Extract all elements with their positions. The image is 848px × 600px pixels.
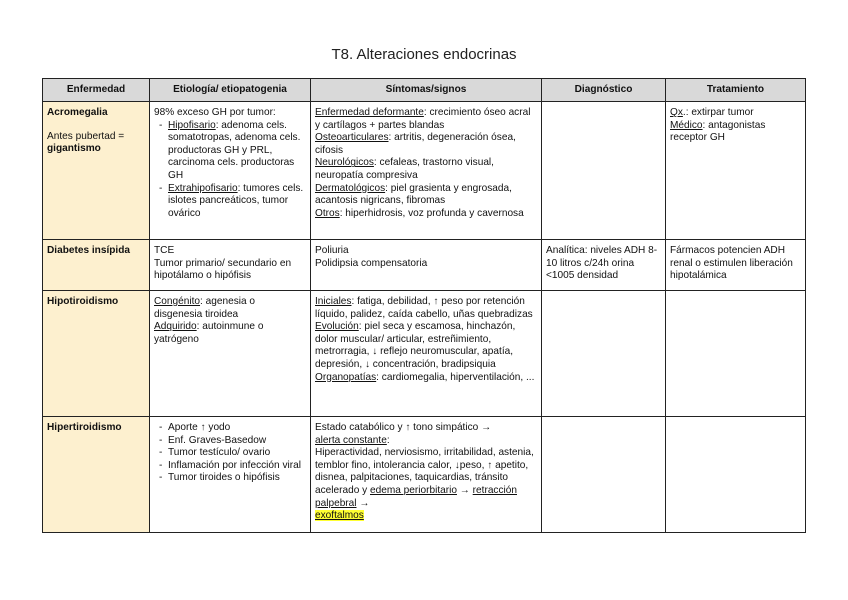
table-header-row [43, 79, 806, 102]
disease-cell [43, 102, 150, 240]
etiology-list [154, 120, 306, 221]
endocrine-table [42, 78, 806, 533]
alert-label: alerta constante [315, 434, 387, 446]
table-row [43, 102, 806, 240]
treatment-cell [666, 417, 806, 533]
symptoms-cell [311, 417, 542, 533]
etiology-line: TCE [154, 245, 175, 256]
table-row [43, 291, 806, 417]
symptom-line: Polidipsia compensatoria [315, 257, 428, 269]
etiology-cell [150, 291, 311, 417]
treatment-cell [666, 102, 806, 240]
table-row [43, 240, 806, 291]
disease-note: Antes pubertad = gigantismo [47, 130, 125, 155]
symptoms-cell [311, 102, 542, 240]
list-item: - Enf. Graves-Basedow [154, 435, 306, 448]
symptoms-cell [311, 240, 542, 291]
symptom-line: Poliuria [315, 245, 349, 256]
disease-cell [43, 240, 150, 291]
etiology-cell [150, 417, 311, 533]
etiology-line: Tumor primario/ secundario en hipotálamo o hipófisis [154, 257, 292, 282]
list-item: - Aporte ↑ yodo [154, 422, 306, 435]
treatment-cell: Fármacos potencien ADH renal o estimulen liberación hipotalámica [666, 240, 806, 291]
etiology-cell [150, 240, 311, 291]
list-item: - Tumor tiroides o hipófisis [154, 472, 306, 485]
header-diagnosis: Diagnóstico [542, 79, 666, 102]
etiology-intro: 98% exceso GH por tumor: [154, 107, 276, 118]
disease-cell [43, 291, 150, 417]
etiology-cell [150, 102, 311, 240]
treatment-cell [666, 291, 806, 417]
symptom-line: Dermatológicos: piel grasienta y engrosada, acantosis nigricans, fibromas [315, 182, 512, 207]
list-item: - Extrahipofisario: tumores cels. islotes pancreáticos, tumor ovárico [154, 183, 306, 221]
treatment-line: Qx.: extirpar tumor [670, 107, 754, 118]
symptom-line: Enfermedad deformante: crecimiento óseo acral y cartílagos + partes blandas [315, 107, 531, 131]
disease-name: Acromegalia [47, 107, 108, 118]
table-row [43, 417, 806, 533]
page-title: T8. Alteraciones endocrinas [331, 46, 517, 63]
symptom-paragraph: Estado catabólico y ↑ tono simpático → alerta constante: Hiperactividad, nerviosismo, irritabilidad, astenia, temblor fino, intolerancia calor, ↓peso, ↑ apetito, disnea, palpitaciones, taquicardias, tránsito acelerado y edema periorbitario → retracción palpebral → exoftalmos [315, 422, 534, 522]
symptom-line: Osteoarticulares: artritis, degeneración ósea, cifosis [315, 132, 516, 156]
etiology-list [154, 422, 306, 485]
etiology-line: Congénito: agenesia o disgenesia tiroidea [154, 296, 256, 320]
header-treatment: Tratamiento [666, 79, 806, 102]
diagnosis-cell: Analítica: niveles ADH 8-10 litros c/24h orina <1005 densidad [542, 240, 666, 291]
diagnosis-cell [542, 417, 666, 533]
header-disease: Enfermedad [43, 79, 150, 102]
symptom-line: Iniciales: fatiga, debilidad, ↑ peso por retención líquido, palidez, caída cabello, uñas quebradizas [315, 296, 533, 320]
highlighted-term: exoftalmos [315, 510, 364, 522]
symptom-line: Neurológicos: cefaleas, trastorno visual, neuropatía compresiva [315, 157, 494, 181]
header-symptoms: Síntomas/signos [311, 79, 542, 102]
disease-name: Hipotiroidismo [47, 296, 119, 307]
list-item: - Hipofisario: adenoma cels. somatotropas, adenoma cels. productoras GH y PRL, carcinoma cels. productoras GH [154, 120, 306, 183]
header-etiology: Etiología/ etiopatogenia [150, 79, 311, 102]
diagnosis-cell [542, 102, 666, 240]
list-item: - Tumor testículo/ ovario [154, 447, 306, 460]
etiology-line: Adquirido: autoinmune o yatrógeno [154, 321, 264, 345]
symptom-line: Organopatías: cardiomegalia, hiperventilación, ... [315, 371, 535, 383]
list-item: - Inflamación por infección viral [154, 460, 306, 473]
symptom-line: Otros: hiperhidrosis, voz profunda y cavernosa [315, 207, 524, 219]
disease-name: Hipertiroidismo [47, 422, 122, 433]
disease-cell [43, 417, 150, 533]
symptoms-cell [311, 291, 542, 417]
symptom-line: Evolución: piel seca y escamosa, hinchazón, dolor muscular/ articular, estreñimiento, metrorragia, ↓ reflejo neuromuscular, apatía, depresión, ↓ concentración, bradipsiquia [315, 321, 516, 370]
treatment-line: Médico: antagonistas receptor GH [670, 119, 766, 144]
diagnosis-cell [542, 291, 666, 417]
disease-name: Diabetes insípida [47, 245, 131, 256]
